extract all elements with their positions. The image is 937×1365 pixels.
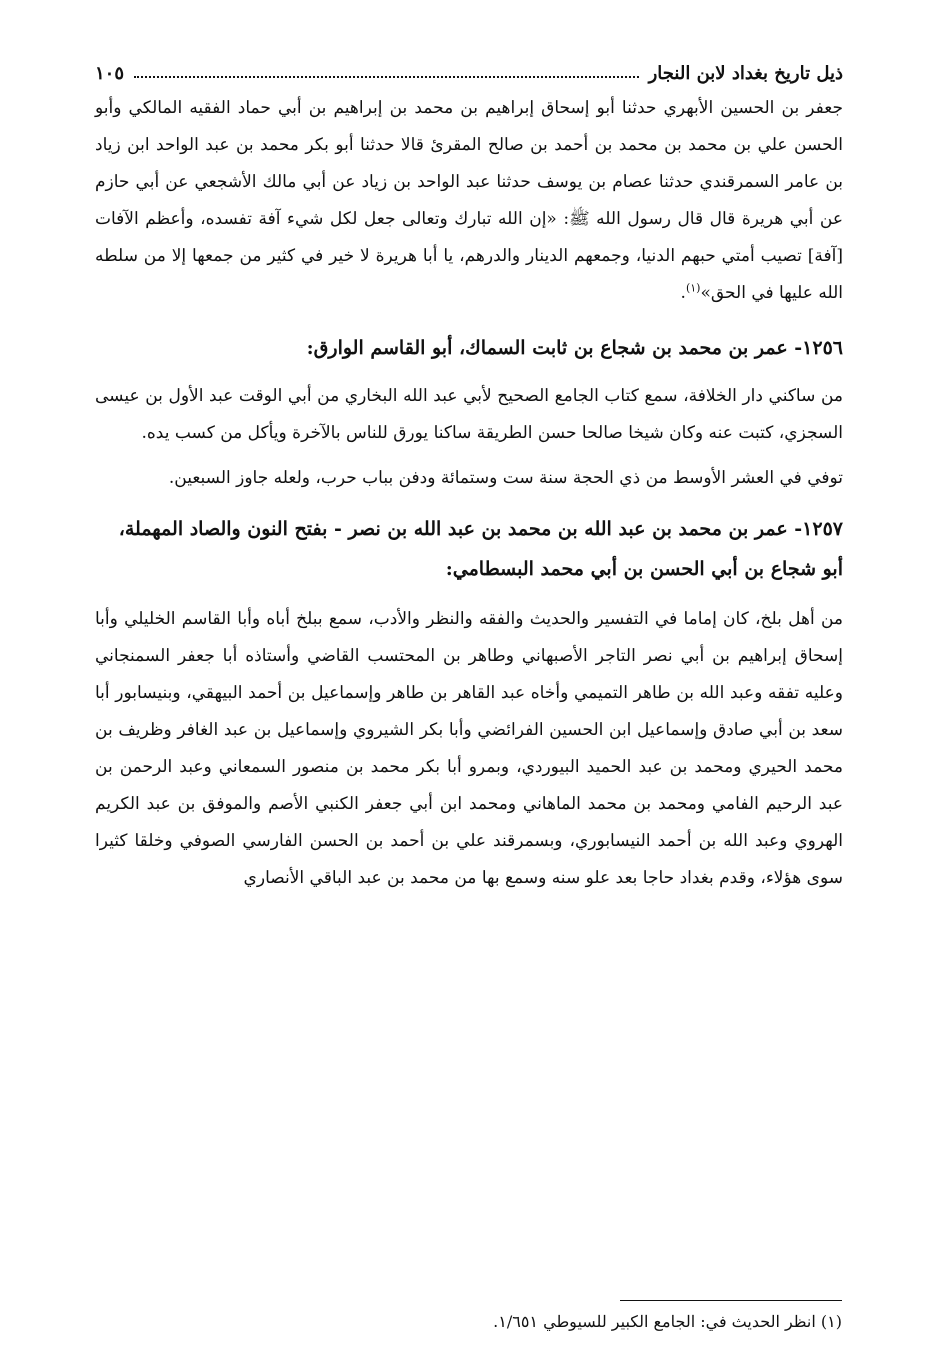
footnote-divider [620, 1300, 842, 1301]
page-body [95, 44, 843, 897]
entry-heading-1256: ١٢٥٦- عمر بن محمد بن شجاع بن ثابت السماك، أبو القاسم الوارق: [306, 337, 843, 359]
footnote: (١) انظر الحديث في: الجامع الكبير للسيوطي ١/٦٥١. [493, 1312, 842, 1331]
paragraph-hadith-end: . [680, 283, 686, 303]
paragraph-hadith-text: جعفر بن الحسين الأبهري حدثنا أبو إسحاق إبراهيم بن محمد بن إبراهيم بن أبي حماد الفقيه المالكي وأبو الحسن علي بن محمد بن محمد بن أحمد بن صالح المقرئ قالا حدثنا أبو بكر محمد بن عبد الواحد ابن زياد بن عامر السمرقندي حدثنا عصام بن يوسف حدثنا عبد الواحد بن زياد عن أبي مالك الأشجعي عن أبي حازم عن أبي هريرة قال قال رسول الله ﷺ: «إن الله تبارك وتعالى جعل لكل شيء آفة تفسده، وأعظم الآفات [آفة] تصيب أمتي حبهم الدنيا، وجمعهم الدينار والدرهم، يا أبا هريرة لا خير في كثير من جمعها إلا من سلطه الله عليها في الحق» [95, 98, 843, 303]
page-number: ١٠٥ [95, 63, 125, 84]
entry-heading-1257: ١٢٥٧- عمر بن محمد بن عبد الله بن محمد بن عبد الله بن نصر - بفتح النون والصاد المهملة، أبو شجاع بن أبي الحسن بن أبي محمد البسطامي: [118, 518, 843, 580]
book-title: ذيل تاريخ بغداد لابن النجار [648, 63, 843, 84]
paragraph-entry-1257-body: من أهل بلخ، كان إماما في التفسير والحديث والفقه والنظر والأدب، سمع ببلخ أباه وأبا القاسم الخليلي وأبا إسحاق إبراهيم بن أبي نصر التاجر الأصبهاني وطاهر بن المحتسب القاضي وأستاذه أبا جعفر السمنجاني وعليه تفقه وعبد الله بن طاهر التميمي وأخاه عبد القاهر بن طاهر وإسماعيل بن أحمد البيهقي، وبنيسابور أبا سعد بن أبي صادق وإسماعيل ابن الحسين الفرائضي وأبا بكر الشيروي وإسماعيل بن عبد الغافر وظريف بن محمد الحيري ومحمد بن عبد الحميد البيوردي، وبمرو أبا بكر محمد بن منصور السمعاني وعبد الرحمن بن عبد الرحيم الفامي ومحمد بن محمد الماهاني ومحمد ابن أبي جعفر الكنبي الأصم والموفق بن عبد الكريم الهروي وعبد الله بن أحمد النيسابوري، وبسمرقند علي بن أحمد بن الحسن الفارسي الصوفي وخلقا كثيرا سوى هؤلاء، وقدم بغداد حاجا بعد علو سنه وسمع بها من محمد بن عبد الباقي الأنصاري [95, 609, 843, 888]
paragraph-hadith [95, 90, 843, 312]
running-header [95, 44, 843, 84]
paragraph-entry-1256-death: توفي في العشر الأوسط من ذي الحجة سنة ست وستمائة ودفن بباب حرب، ولعله جاوز السبعين. [168, 468, 843, 488]
paragraph-entry-1256-body: من ساكني دار الخلافة، سمع كتاب الجامع الصحيح لأبي عبد الله البخاري من أبي الوقت عبد الأول بن عيسى السجزي، كتبت عنه وكان شيخا صالحا حسن الطريقة ساكنا يورق للناس بالآخرة ويأكل من كسب يده. [95, 386, 843, 443]
leader-dots [134, 76, 639, 78]
footnote-reference: (١) [685, 281, 701, 295]
